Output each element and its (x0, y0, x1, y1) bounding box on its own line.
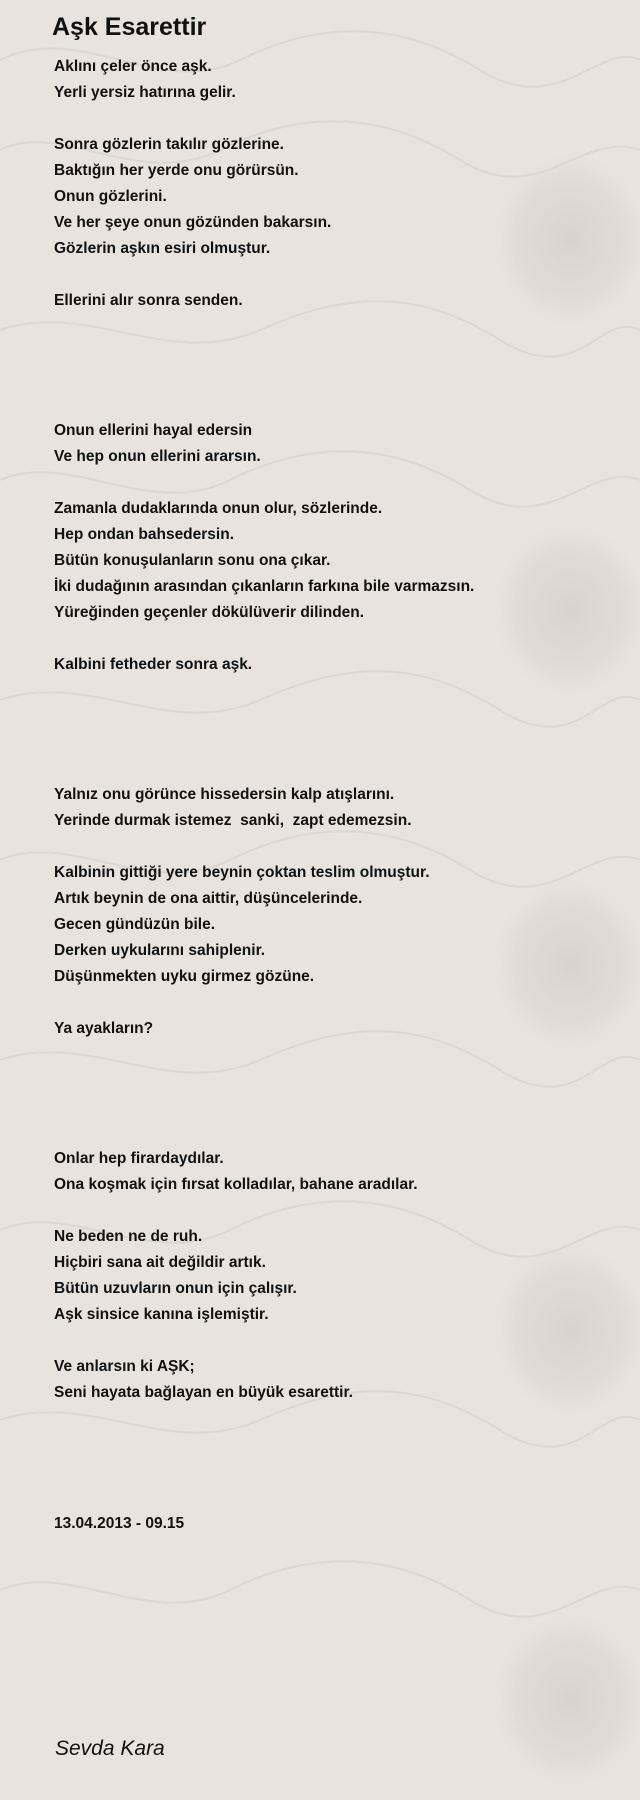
poem-container (54, 10, 614, 1432)
poem-stanza (54, 54, 614, 106)
poem-line: Ve hep onun ellerini ararsın. (54, 448, 261, 465)
poem-line: Ellerini alır sonra senden. (54, 292, 243, 309)
poem-line: Ona koşmak için fırsat kolladılar, bahane aradılar. (54, 1176, 418, 1193)
poem-date: 13.04.2013 - 09.15 (54, 1515, 185, 1532)
poem-line: Gözlerin aşkın esiri olmuştur. (54, 240, 271, 257)
poem-stanza (54, 288, 614, 314)
poem-section (54, 782, 614, 1042)
poem-section (54, 418, 614, 678)
poem-line: Ve anlarsın ki AŞK; (54, 1358, 195, 1375)
poem-section (54, 54, 614, 314)
poem-stanza (54, 1146, 614, 1198)
poem-stanza (54, 860, 614, 990)
poem-line: Hep ondan bahsedersin. (54, 526, 235, 543)
poem-line: Kalbini fetheder sonra aşk. (54, 656, 253, 673)
poem-line: Yerli yersiz hatırına gelir. (54, 84, 236, 101)
poem-stanza (54, 782, 614, 834)
poem-section (54, 1146, 614, 1406)
poem-line: Zamanla dudaklarında onun olur, sözlerinde. (54, 500, 383, 517)
poem-line: Yerinde durmak istemez sanki, zapt edemezsin. (54, 812, 412, 829)
poem-body (54, 54, 614, 1406)
poem-stanza (54, 1016, 614, 1042)
poem-line: Yüreğinden geçenler dökülüverir dilinden. (54, 604, 365, 621)
poem-line: Onun ellerini hayal edersin (54, 422, 253, 439)
poem-line: Bütün konuşulanların sonu ona çıkar. (54, 552, 331, 569)
poem-line: Ya ayakların? (54, 1020, 154, 1037)
poem-line: Hiçbiri sana ait değildir artık. (54, 1254, 266, 1271)
poem-stanza (54, 652, 614, 678)
poem-title: Aşk Esarettir (52, 13, 207, 41)
section-gap (54, 704, 614, 782)
poem-line: Ne beden ne de ruh. (54, 1228, 203, 1245)
poem-author: Sevda Kara (55, 1737, 165, 1760)
poem-line: Seni hayata bağlayan en büyük esarettir. (54, 1384, 353, 1401)
poem-line: Gecen gündüzün bile. (54, 916, 216, 933)
section-gap (54, 340, 614, 418)
poem-stanza (54, 418, 614, 470)
poem-line: Düşünmekten uyku girmez gözüne. (54, 968, 315, 985)
poem-line: İki dudağının arasından çıkanların farkına bile varmazsın. (54, 578, 475, 595)
poem-line: Onlar hep firardaydılar. (54, 1150, 224, 1167)
poem-line: Onun gözlerini. (54, 188, 167, 205)
poem-line: Bütün uzuvların onun için çalışır. (54, 1280, 297, 1297)
poem-stanza (54, 496, 614, 626)
poem-line: Kalbinin gittiği yere beynin çoktan teslim olmuştur. (54, 864, 430, 881)
poem-line: Aklını çeler önce aşk. (54, 58, 212, 75)
poem-line: Derken uykularını sahiplenir. (54, 942, 266, 959)
poem-line: Sonra gözlerin takılır gözlerine. (54, 136, 284, 153)
poem-line: Baktığın her yerde onu görürsün. (54, 162, 299, 179)
section-gap (54, 1068, 614, 1146)
poem-line: Artık beynin de ona aittir, düşüncelerinde. (54, 890, 363, 907)
poem-stanza (54, 1224, 614, 1328)
poem-stanza (54, 1354, 614, 1406)
poem-line: Aşk sinsice kanına işlemiştir. (54, 1306, 269, 1323)
poem-line: Yalnız onu görünce hissedersin kalp atışlarını. (54, 786, 395, 803)
poem-stanza (54, 132, 614, 262)
poem-line: Ve her şeye onun gözünden bakarsın. (54, 214, 332, 231)
